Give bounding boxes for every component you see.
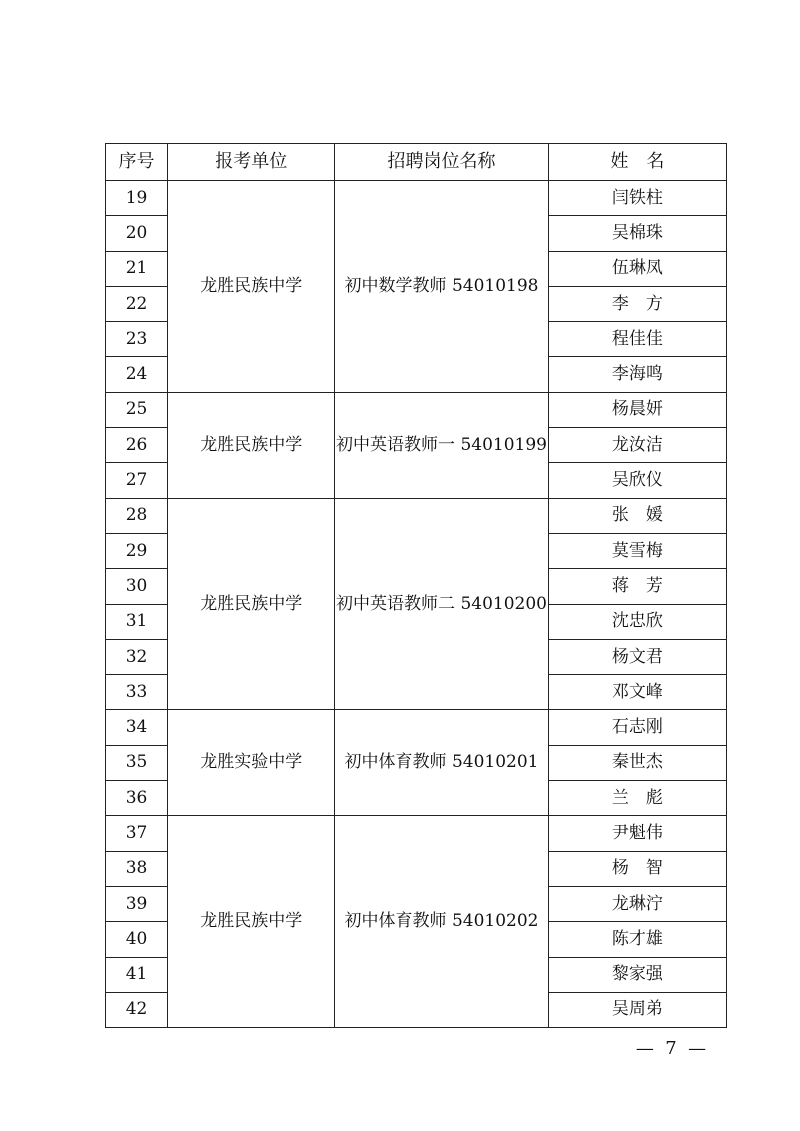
seq-cell: 28 <box>106 498 168 533</box>
seq-cell: 35 <box>106 745 168 780</box>
unit-cell: 龙胜实验中学 <box>168 710 335 816</box>
table-body <box>106 181 727 1028</box>
table-row <box>106 181 727 216</box>
name-cell: 黎家强 <box>548 957 726 992</box>
seq-cell: 33 <box>106 675 168 710</box>
name-cell: 李海鸣 <box>548 357 726 392</box>
header-seq: 序号 <box>106 144 168 181</box>
name-cell: 吴周弟 <box>548 992 726 1027</box>
name-cell: 杨 智 <box>548 851 726 886</box>
table-row <box>106 710 727 745</box>
name-cell: 杨文君 <box>548 639 726 674</box>
name-cell: 邓文峰 <box>548 675 726 710</box>
seq-cell: 31 <box>106 604 168 639</box>
seq-cell: 26 <box>106 428 168 463</box>
name-cell: 秦世杰 <box>548 745 726 780</box>
header-post: 招聘岗位名称 <box>335 144 548 181</box>
header-row <box>106 144 727 181</box>
table-row <box>106 392 727 427</box>
name-cell: 兰 彪 <box>548 781 726 816</box>
seq-cell: 21 <box>106 251 168 286</box>
table-row <box>106 816 727 851</box>
candidate-table <box>105 143 727 1028</box>
seq-cell: 39 <box>106 886 168 921</box>
seq-cell: 20 <box>106 216 168 251</box>
name-cell: 伍琳凤 <box>548 251 726 286</box>
seq-cell: 19 <box>106 181 168 216</box>
seq-cell: 32 <box>106 639 168 674</box>
seq-cell: 23 <box>106 322 168 357</box>
seq-cell: 36 <box>106 781 168 816</box>
unit-cell: 龙胜民族中学 <box>168 392 335 498</box>
post-cell: 初中体育教师 54010201 <box>335 710 548 816</box>
seq-cell: 27 <box>106 463 168 498</box>
seq-cell: 41 <box>106 957 168 992</box>
unit-cell: 龙胜民族中学 <box>168 181 335 393</box>
name-cell: 陈才雄 <box>548 922 726 957</box>
seq-cell: 37 <box>106 816 168 851</box>
name-cell: 尹魁伟 <box>548 816 726 851</box>
unit-cell: 龙胜民族中学 <box>168 816 335 1028</box>
name-cell: 蒋 芳 <box>548 569 726 604</box>
seq-cell: 22 <box>106 286 168 321</box>
header-unit: 报考单位 <box>168 144 335 181</box>
name-cell: 石志刚 <box>548 710 726 745</box>
name-cell: 吴欣仪 <box>548 463 726 498</box>
seq-cell: 38 <box>106 851 168 886</box>
seq-cell: 40 <box>106 922 168 957</box>
seq-cell: 34 <box>106 710 168 745</box>
name-cell: 沈忠欣 <box>548 604 726 639</box>
post-cell: 初中数学教师 54010198 <box>335 181 548 393</box>
name-cell: 李 方 <box>548 286 726 321</box>
seq-cell: 30 <box>106 569 168 604</box>
seq-cell: 29 <box>106 533 168 568</box>
post-cell: 初中英语教师一 54010199 <box>335 392 548 498</box>
seq-cell: 24 <box>106 357 168 392</box>
name-cell: 杨晨妍 <box>548 392 726 427</box>
seq-cell: 25 <box>106 392 168 427</box>
post-cell: 初中体育教师 54010202 <box>335 816 548 1028</box>
name-cell: 程佳佳 <box>548 322 726 357</box>
page-number: — 7 — <box>635 1038 707 1059</box>
unit-cell: 龙胜民族中学 <box>168 498 335 710</box>
name-cell: 吴棉珠 <box>548 216 726 251</box>
seq-cell: 42 <box>106 992 168 1027</box>
name-cell: 龙汝洁 <box>548 428 726 463</box>
name-cell: 闫铁柱 <box>548 181 726 216</box>
table-row <box>106 498 727 533</box>
name-cell: 张 媛 <box>548 498 726 533</box>
name-cell: 龙琳泞 <box>548 886 726 921</box>
header-name: 姓 名 <box>548 144 726 181</box>
name-cell: 莫雪梅 <box>548 533 726 568</box>
post-cell: 初中英语教师二 54010200 <box>335 498 548 710</box>
